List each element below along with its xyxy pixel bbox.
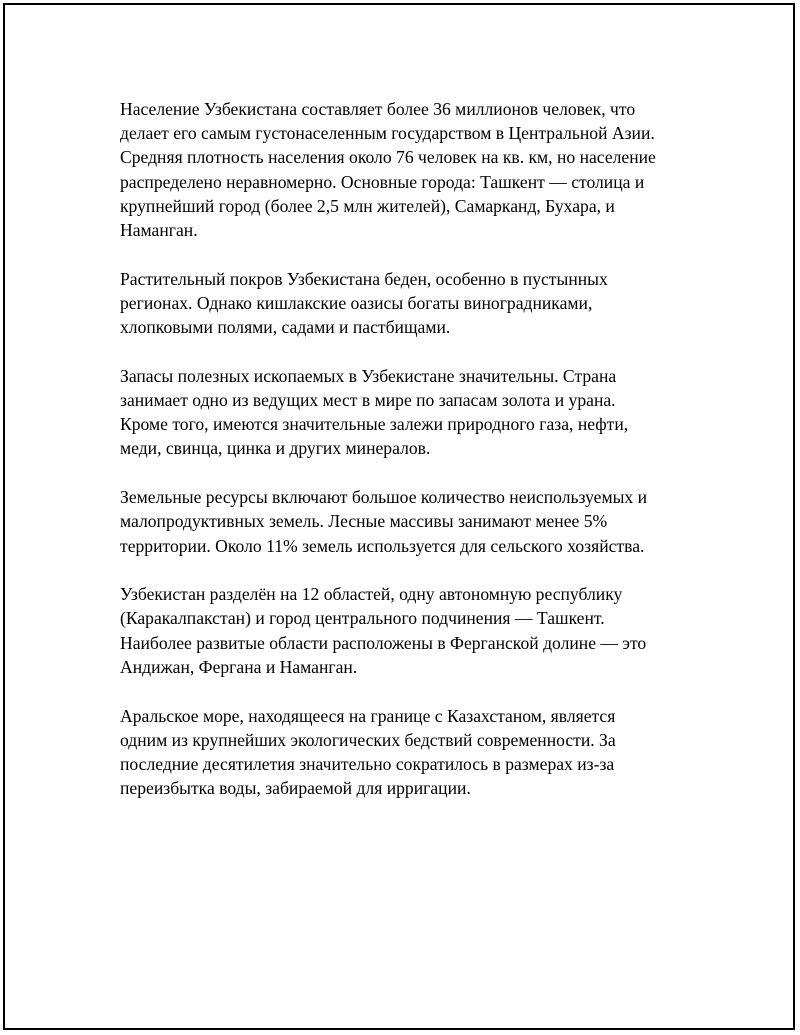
paragraph-land-resources: Земельные ресурсы включают большое количество неиспользуемых и малопродуктивных земель. Лесные массивы занимают менее 5% территории. Около 11% земель используется для сельского хозяйства. <box>120 487 648 556</box>
document-page <box>3 3 795 1030</box>
paragraph-vegetation: Растительный покров Узбекистана беден, особенно в пустынных регионах. Однако кишлакские оазисы богаты виноградниками, хлопковыми полями, садами и пастбищами. <box>120 268 608 338</box>
paragraph-population: Население Узбекистана составляет более 36 миллионов человек, что делает его самым густонаселенным государством в Центральной Азии. Средняя плотность населения около 76 человек на кв. км, но население распределено неравномерно. Основные города: Ташкент — столица и крупнейший город (более 2,5 млн жителей), Самарканд, Бухара, и Наманган. <box>120 99 656 241</box>
paragraph-regions: Узбекистан разделён на 12 областей, одну автономную республику (Каракалпакстан) и город центрального подчинения — Ташкент. Наиболее развитые области расположены в Ферганской долине — это Андижан, Фергана и Наманган. <box>120 584 647 677</box>
paragraph-aral-sea: Аральское море, находящееся на границе с Казахстаном, является одним из крупнейших экологических бедствий современности. За последние десятилетия значительно сократилось в размерах из-за переизбытка воды, забираемой для ирригации. <box>120 705 616 799</box>
paragraph-minerals: Запасы полезных ископаемых в Узбекистане значительны. Страна занимает одно из ведущих мест в мире по запасам золота и урана. Кроме того, имеются значительные залежи природного газа, нефти, меди, свинца, цинка и других минералов. <box>120 365 629 459</box>
document-body <box>120 97 700 825</box>
